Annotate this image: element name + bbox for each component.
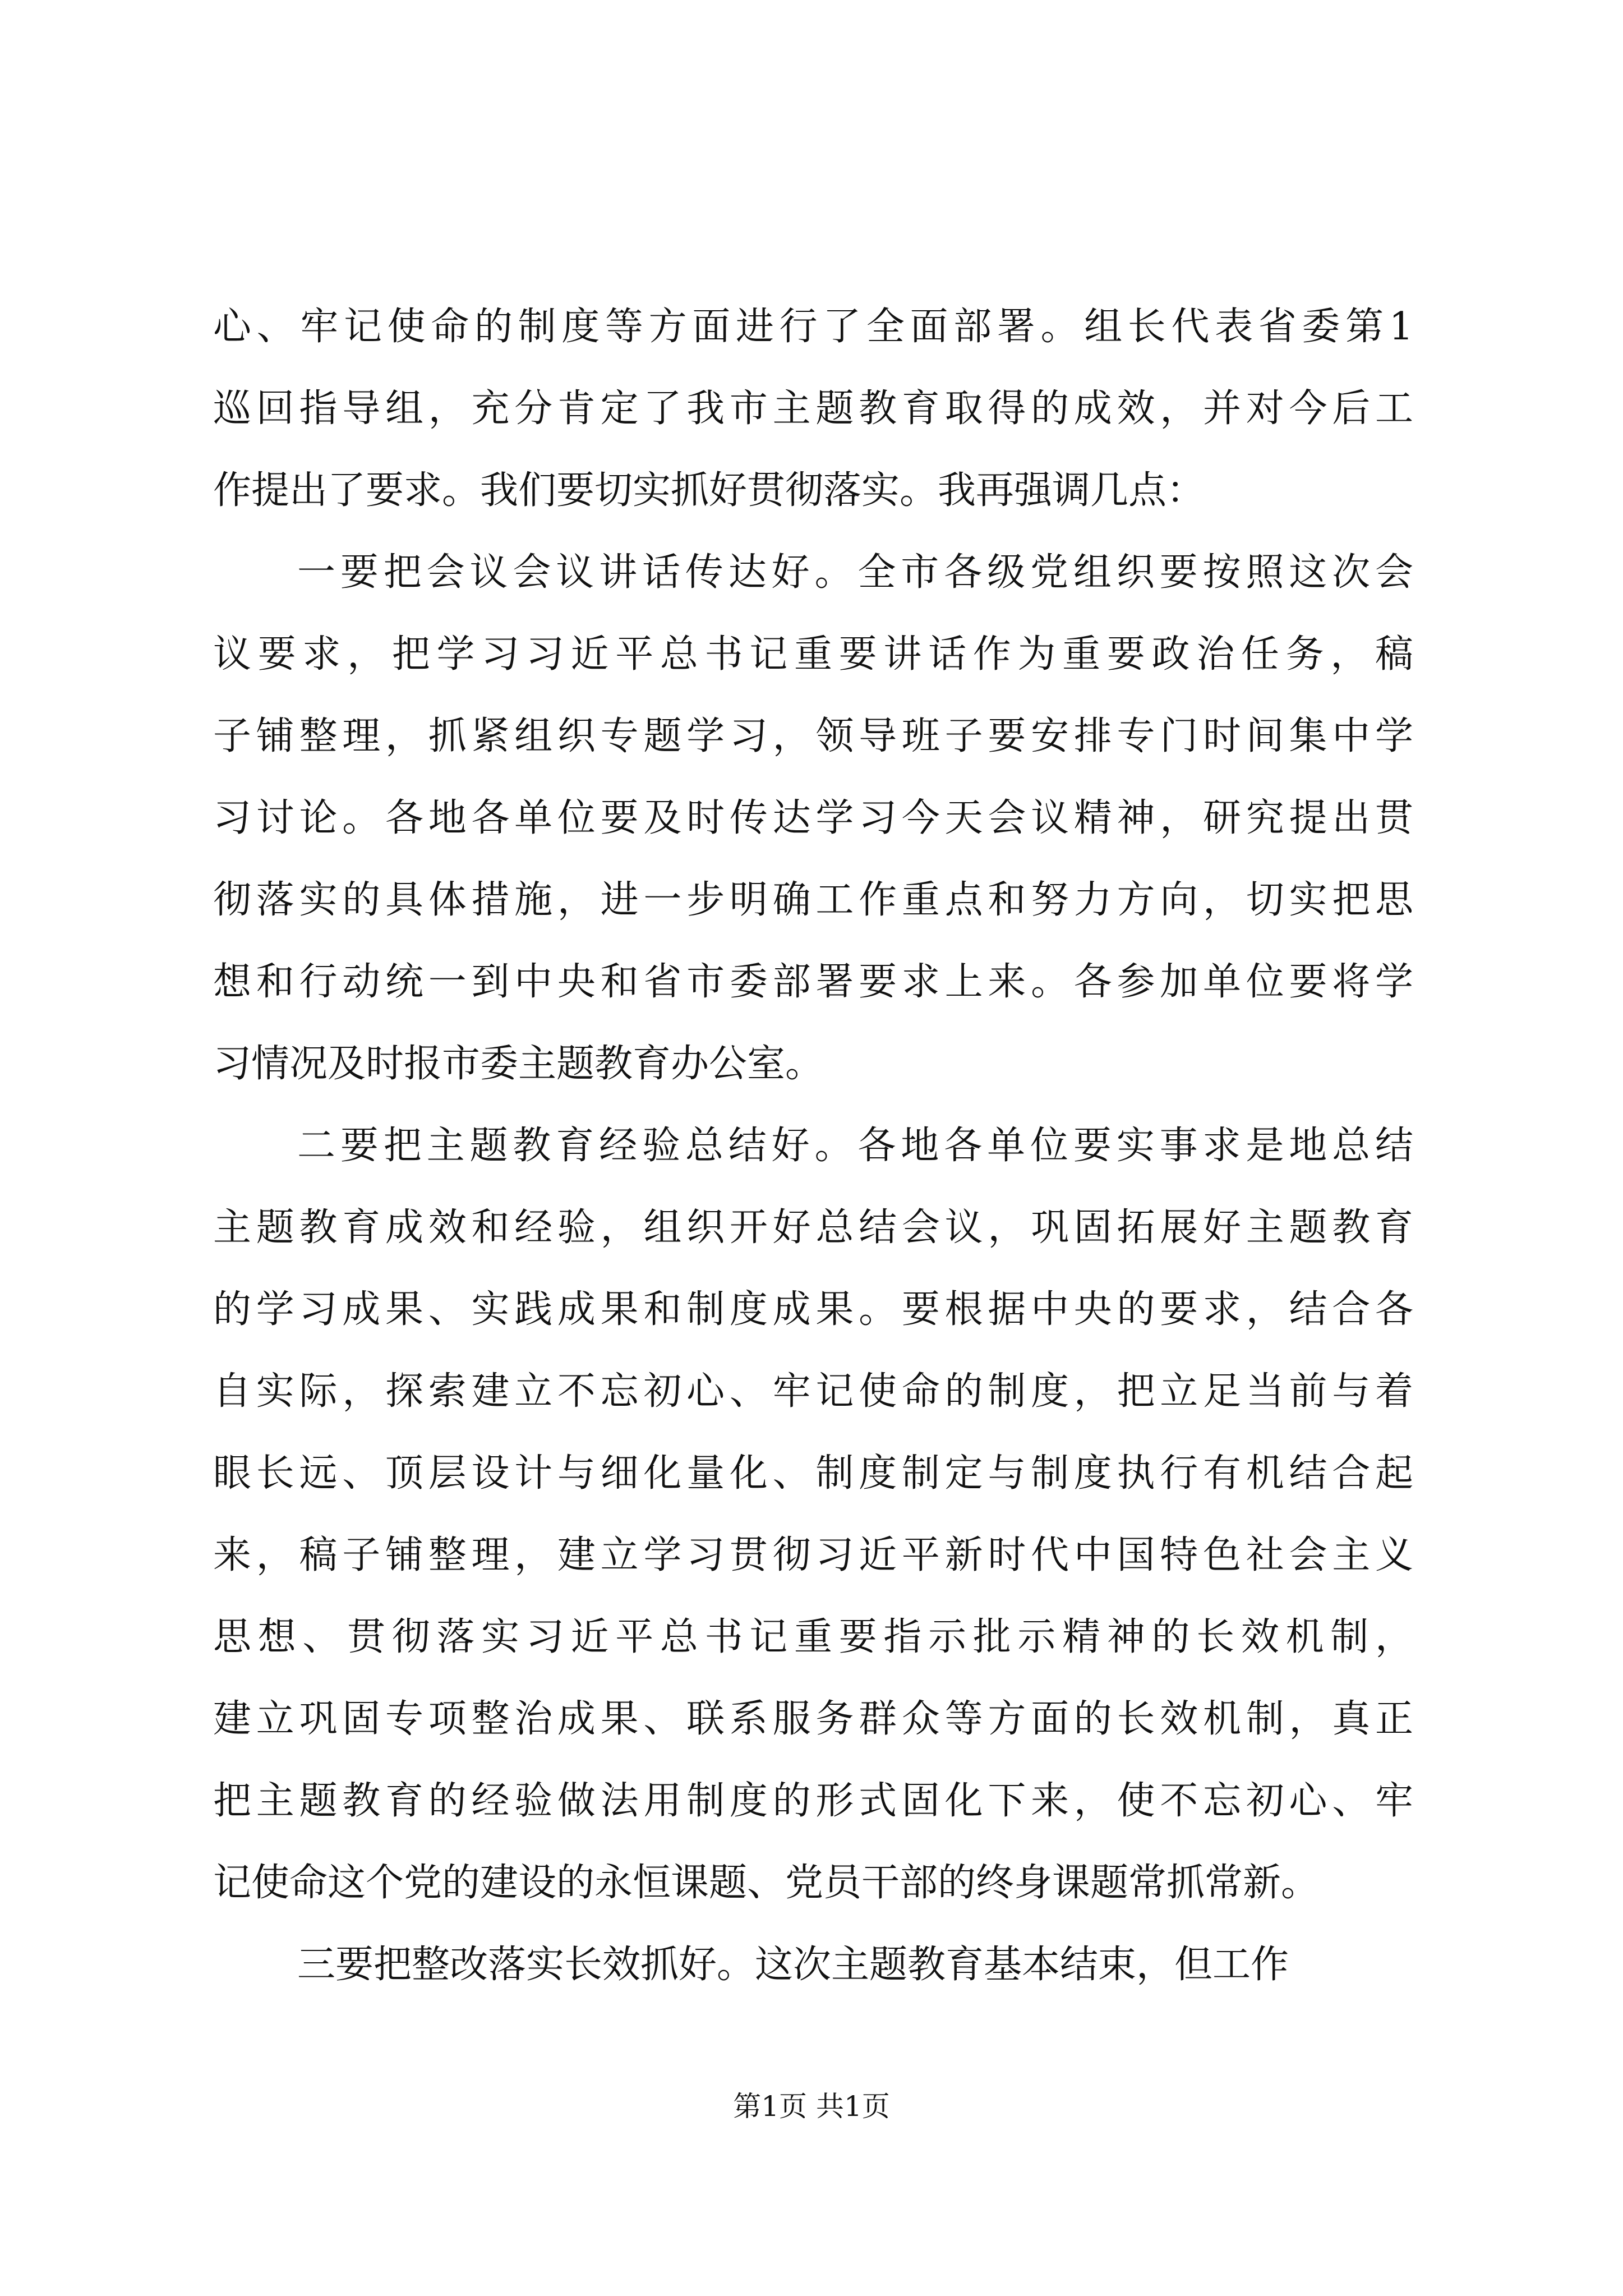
page-number: 第1页 共1页 [733,2090,890,2123]
text-line: 作提出了要求。我们要切实抓好贯彻落实。我再强调几点： [213,468,1205,513]
text-line: 彻落实的具体措施，进一步明确工作重点和努力方向，切实把思 [213,878,1413,922]
text-line: 习讨论。各地各单位要及时传达学习今天会议精神，研究提出贯 [213,796,1413,840]
text-line: 建立巩固专项整治成果、联系服务群众等方面的长效机制，真正 [213,1697,1413,1741]
text-line: 来，稿子铺整理，建立学习贯彻习近平新时代中国特色社会主义 [213,1533,1413,1577]
text-line: 记使命这个党的建设的永恒课题、党员干部的终身课题常抓常新。 [213,1861,1320,1905]
text-line: 把主题教育的经验做法用制度的形式固化下来，使不忘初心、牢 [213,1779,1413,1823]
paragraph-1 [213,286,1413,532]
text-line: 想和行动统一到中央和省市委部署要求上来。各参加单位要将学 [213,960,1413,1004]
text-line: 心、牢记使命的制度等方面进行了全面部署。组长代表省委第1 [213,305,1413,349]
text-line: 巡回指导组，充分肯定了我市主题教育取得的成效，并对今后工 [213,386,1413,431]
text-line: 议要求，把学习习近平总书记重要讲话作为重要政治任务，稿 [213,632,1413,677]
paragraph-4 [213,1924,1413,2006]
text-line: 一要把会议会议讲话传达好。全市各级党组织要按照这次会 [297,550,1413,595]
text-line: 思想、贯彻落实习近平总书记重要指示批示精神的长效机制， [213,1615,1413,1659]
paragraph-3 [213,1105,1413,1924]
text-line: 自实际，探索建立不忘初心、牢记使命的制度，把立足当前与着 [213,1369,1413,1414]
text-line: 习情况及时报市委主题教育办公室。 [213,1042,824,1086]
text-line: 的学习成果、实践成果和制度成果。要根据中央的要求，结合各 [213,1287,1413,1332]
document-body [213,286,1413,2006]
text-line: 二要把主题教育经验总结好。各地各单位要实事求是地总结 [297,1124,1413,1168]
text-line: 眼长远、顶层设计与细化量化、制度制定与制度执行有机结合起 [213,1451,1413,1496]
text-line: 三要把整改落实长效抓好。这次主题教育基本结束，但工作 [297,1943,1289,1987]
text-line: 子铺整理，抓紧组织专题学习，领导班子要安排专门时间集中学 [213,714,1413,758]
paragraph-2 [213,532,1413,1105]
text-line: 主题教育成效和经验，组织开好总结会议，巩固拓展好主题教育 [213,1205,1413,1250]
